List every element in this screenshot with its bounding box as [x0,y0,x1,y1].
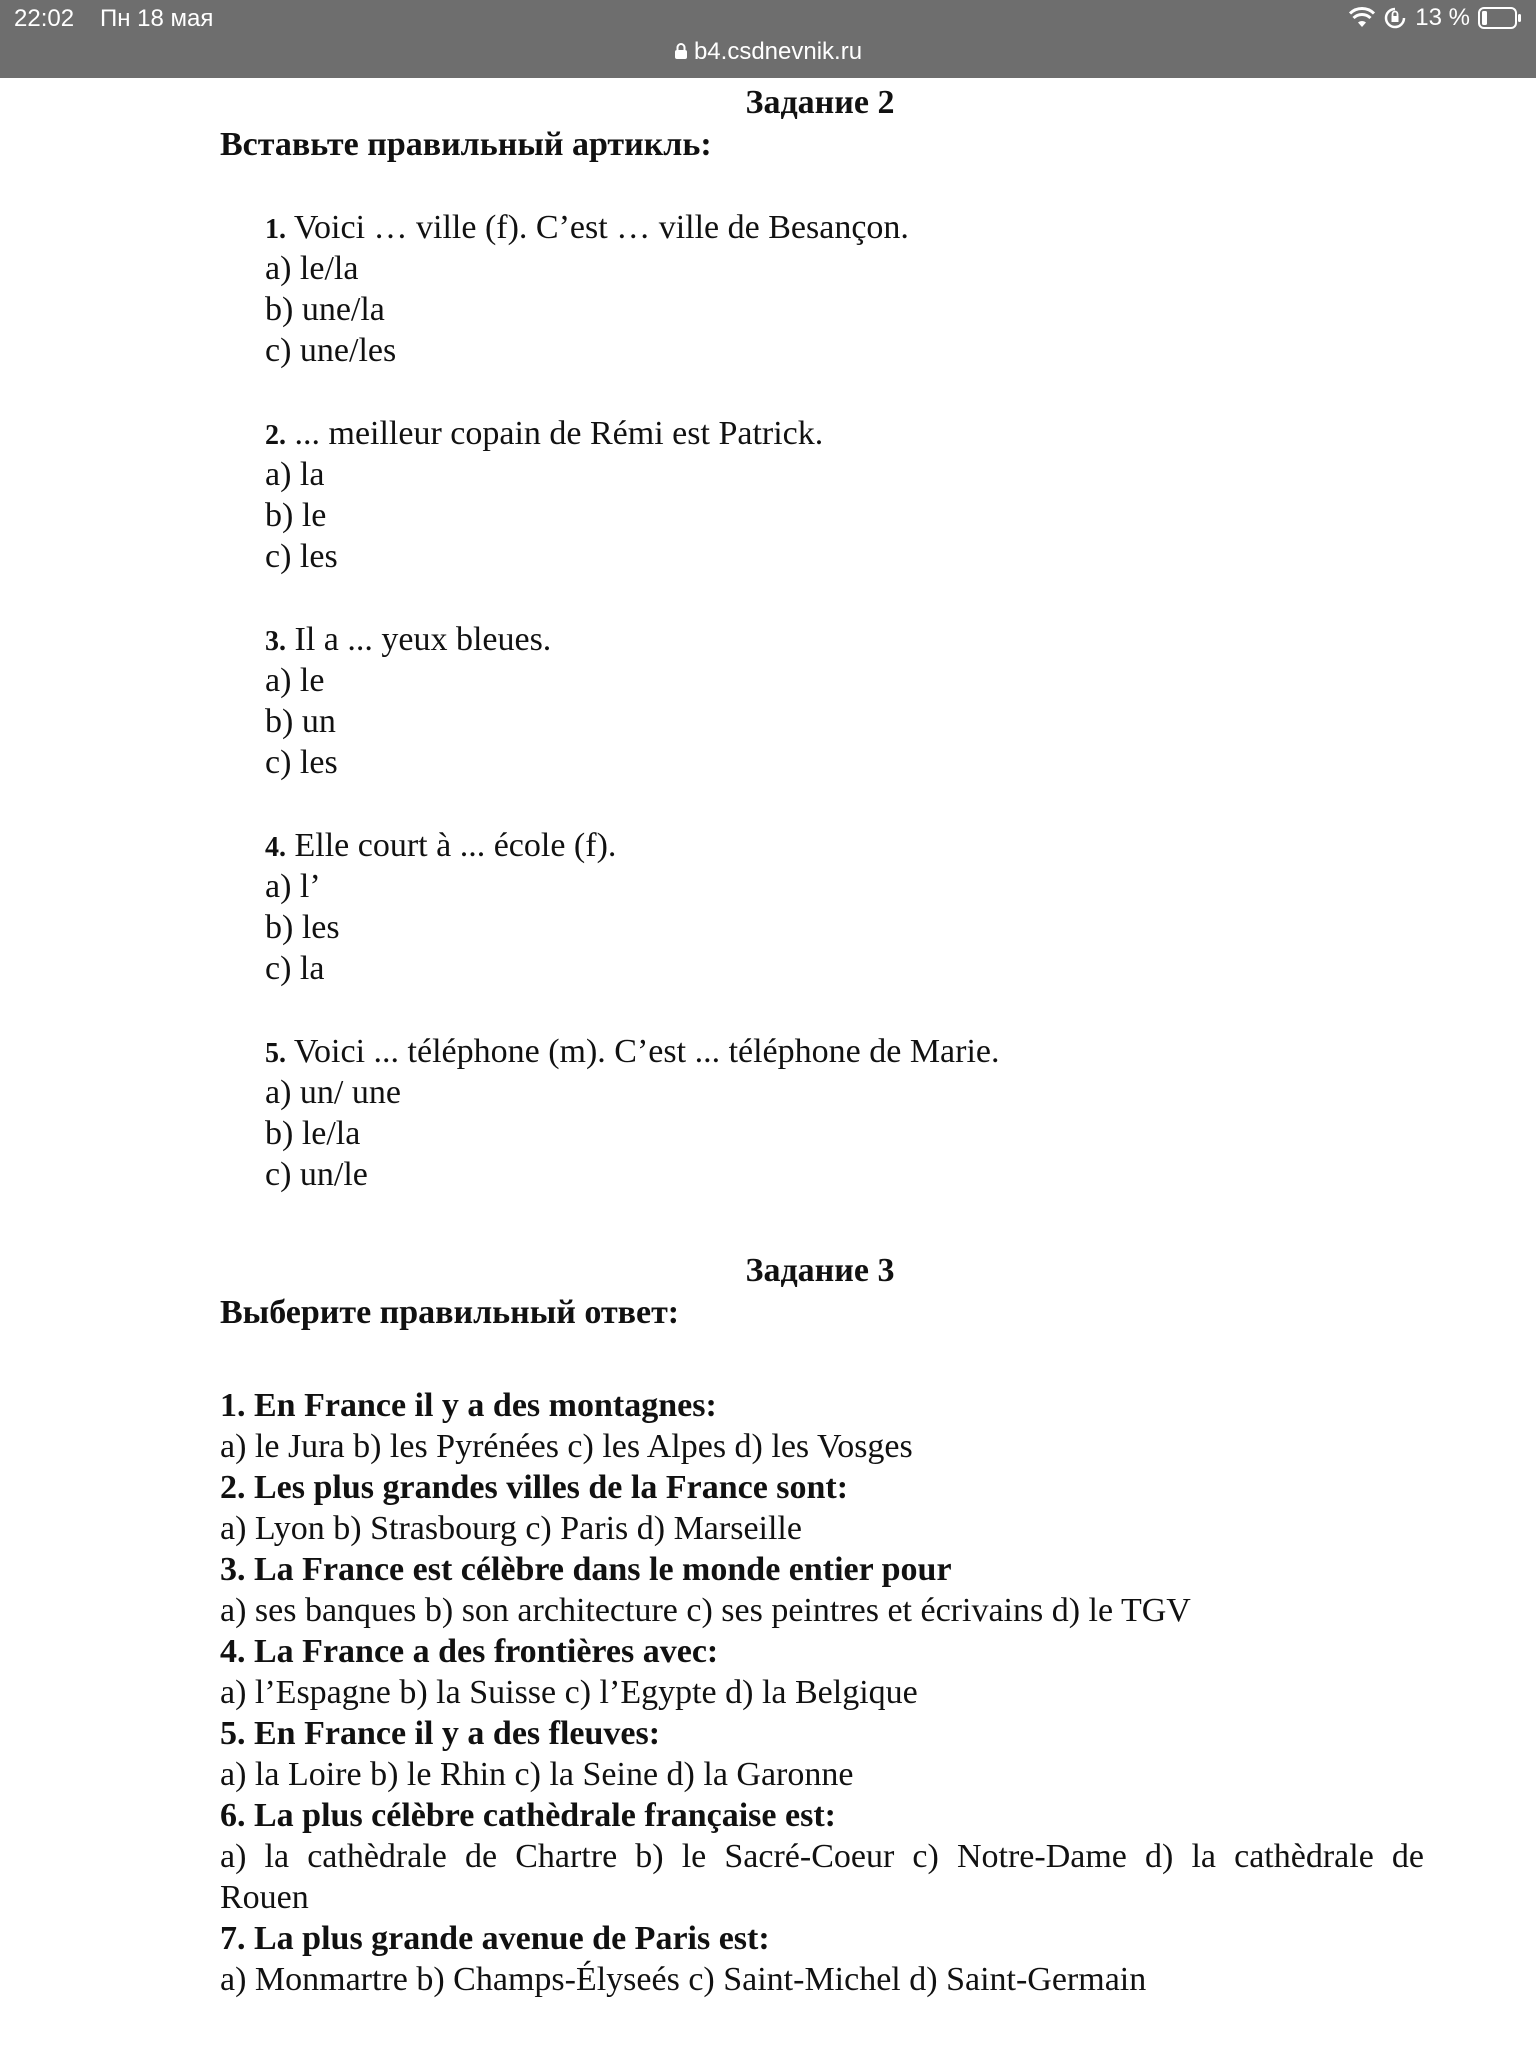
quiz-answers: a) ses banques b) son architecture c) ses peintres et écrivains d) le TGV [220,1592,1191,1629]
quiz-answers: a) l’Espagne b) la Suisse c) l’Egypte d) la Belgique [220,1674,918,1711]
answer-option: a) l’ [265,868,321,905]
answer-option: c) une/les [265,332,397,369]
question-number: 4. [265,832,286,863]
status-date: Пн 18 мая [100,5,214,32]
status-time: 22:02 [14,5,75,32]
quiz-question: 2. Les plus grandes villes de la France sont: [220,1469,849,1506]
answer-option: c) la [265,950,325,987]
quiz-answers: a) Monmartre b) Champs-Élyseés c) Saint-Michel d) Saint-Germain [220,1961,1147,1998]
answer-option: b) un [265,703,336,740]
quiz-answers: a) Lyon b) Strasbourg c) Paris d) Marseille [220,1510,802,1547]
answer-option: a) un/ une [265,1074,401,1111]
quiz-question: 6. La plus célèbre cathèdrale française est: [220,1797,836,1834]
answer-option: b) les [265,909,340,946]
question-text: Il a ... yeux bleues. [286,621,552,658]
question-text: Elle court à ... école (f). [286,827,617,864]
question-number: 5. [265,1038,286,1069]
question-text: ... meilleur copain de Rémi est Patrick. [286,415,824,452]
address-bar[interactable] [0,38,1536,67]
answer-option: c) les [265,744,338,781]
status-bar [0,0,1536,78]
quiz-answers: a) la Loire b) le Rhin c) la Seine d) la Garonne [220,1756,854,1793]
question-text: Voici ... téléphone (m). C’est ... téléphone de Marie. [286,1033,1000,1070]
rotation-lock-icon [1383,6,1407,30]
document-page [0,78,1536,2048]
quiz-question: 1. En France il y a des montagnes: [220,1387,717,1424]
quiz-question: 7. La plus grande avenue de Paris est: [220,1920,770,1957]
task2-title: Задание 2 [745,84,895,121]
task2-instruction: Вставьте правильный артикль: [220,126,712,163]
answer-option: b) le/la [265,1115,361,1152]
task3-instruction: Выберите правильный ответ: [220,1294,680,1331]
answer-option: c) un/le [265,1156,368,1193]
question [265,413,823,456]
task3-title: Задание 3 [745,1252,895,1289]
quiz-question: 5. En France il y a des fleuves: [220,1715,661,1752]
quiz-answers-continued: Rouen [220,1879,309,1916]
answer-option: b) une/la [265,291,385,328]
answer-option: c) les [265,538,338,575]
answer-option: a) le/la [265,250,359,287]
quiz-answers: a) le Jura b) les Pyrénées c) les Alpes d) les Vosges [220,1428,913,1465]
wifi-icon [1349,7,1375,29]
question-text: Voici … ville (f). C’est … ville de Besançon. [286,209,909,246]
question [265,825,616,868]
question-number: 3. [265,626,286,657]
question [265,619,551,662]
question [265,1031,1000,1074]
question-number: 1. [265,214,286,245]
lock-icon [674,39,688,67]
status-right [1349,4,1522,32]
quiz-question: 3. La France est célèbre dans le monde entier pour [220,1551,952,1588]
battery-percent: 13 % [1415,4,1470,31]
answer-option: b) le [265,497,327,534]
question [265,207,909,250]
question-number: 2. [265,420,286,451]
quiz-question: 4. La France a des frontières avec: [220,1633,719,1670]
answer-option: a) le [265,662,325,699]
answer-option: a) la [265,456,325,493]
battery-icon [1478,7,1522,29]
url-text: b4.csdnevnik.ru [693,38,863,65]
quiz-answers: a) la cathèdrale de Chartre b) le Sacré-Coeur c) Notre-Dame d) la cathèdrale de [220,1838,1424,1875]
